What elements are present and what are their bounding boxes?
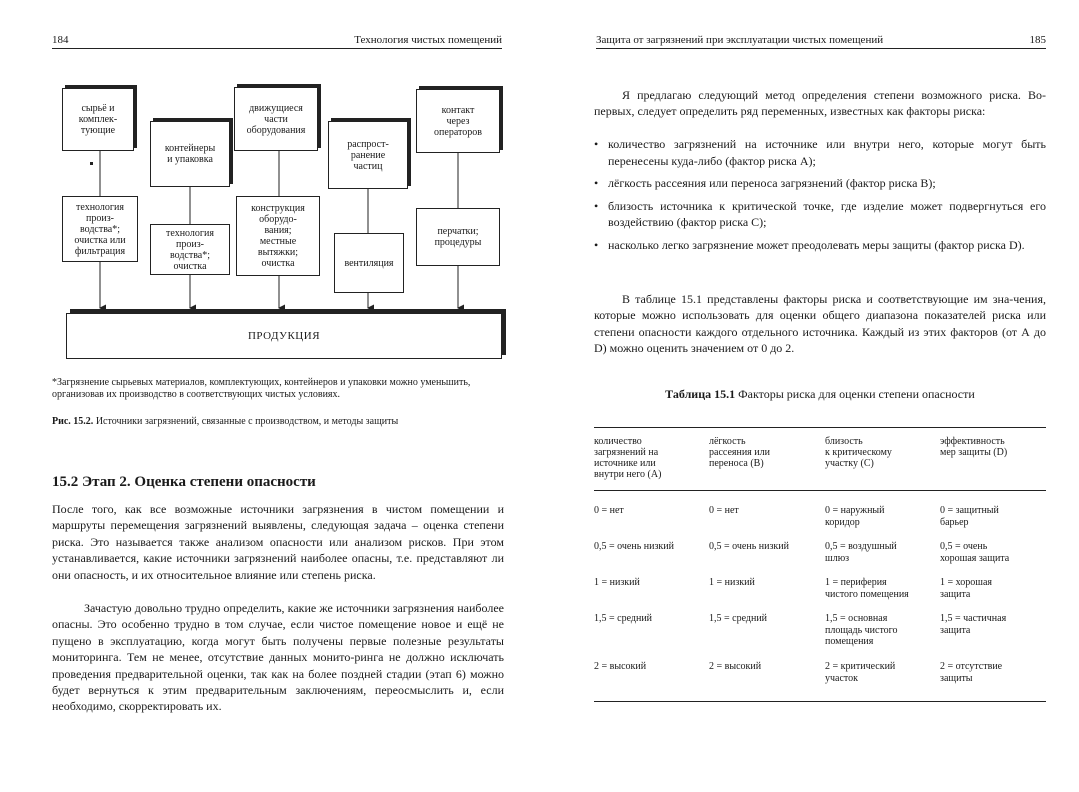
table-cell: 1,5 = частичная защита (940, 613, 1007, 636)
contamination-sources-diagram (0, 0, 540, 380)
risk-factor-list (594, 136, 1046, 259)
table-cell: 2 = отсутствие защиты (940, 661, 1003, 684)
table-cell: 1 = низкий (709, 577, 755, 588)
table-cell: 0,5 = очень низкий (594, 541, 674, 552)
table-cell: 0 = наружный коридор (825, 505, 885, 528)
paragraph-1: После того, как все возможные источники загрязнения в чистом помещении и маршруты перемещения загрязнений выявлены, следующая задача – оценка степени риска. Это называется также анализом опасности или анализом рисков. При этом устанавливается, какие источники загрязнений наиболее опасны, т.е. представляют ли они опасность, и их относительное влияние или степень риска. (52, 502, 504, 582)
table-cell: 2 = высокий (594, 661, 647, 672)
table-row (594, 577, 1046, 611)
method-equipment: конструкция оборудо- вания; местные вытяжки; очистка (236, 196, 320, 276)
table-header-cell: эффективность мер защиты (D) (940, 436, 1008, 458)
table-cell: 0 = защитный барьер (940, 505, 999, 528)
list-item: • насколько легко загрязнение может преодолевать меры защиты (фактор риска D). (594, 237, 1046, 254)
method-containers: технология произ- водства*; очистка (150, 224, 230, 275)
paragraph-2: Зачастую довольно трудно определить, какие же источники загрязнения наиболее опасны. Это особенно трудно в том случае, если чистое помещение новое и ещё не пущено в эксплуатацию, когда могут быть получены первые полезные результаты мониторинга. Тем не менее, отсутствие данных монито-ринга не должно исключать проведения предварительной оценки, так как на более поздней стадии (этап 6) можно будет вернуться к этим предварительным заключениям, переосмыслить и, если необходимо, скорректировать их. (52, 601, 504, 714)
table-cell: 2 = высокий (709, 661, 762, 672)
running-title-left: Технология чистых помещений (354, 34, 502, 46)
product-box: ПРОДУКЦИЯ (66, 313, 502, 359)
table-label: Таблица 15.1 (665, 387, 736, 401)
figure-footnote: *Загрязнение сырьевых материалов, комплектующих, контейнеров и упаковки можно уменьшить, организовав их производство в соответствующих чистых условиях. (52, 377, 471, 400)
figure-caption-label: Рис. 15.2. (52, 416, 94, 427)
table-cell: 1 = периферия чистого помещения (825, 577, 909, 600)
table-row (594, 613, 1046, 659)
figure-caption (52, 416, 504, 428)
source-moving-parts: движущиеся части оборудования (234, 87, 318, 151)
list-item: • лёгкость рассеяния или переноса загрязнений (фактор риска В); (594, 175, 1046, 192)
source-operators: контакт через операторов (416, 89, 500, 153)
running-head-right (596, 34, 1046, 49)
table-row (594, 661, 1046, 695)
table-row (594, 541, 1046, 575)
table-cell: 0,5 = воздушный шлюз (825, 541, 897, 564)
source-raw-materials: сырьё и комплек- тующие (62, 88, 134, 151)
table-cell: 0 = нет (594, 505, 624, 516)
running-title-right: Защита от загрязнений при эксплуатации чистых помещений (596, 34, 884, 46)
table-title-text: Факторы риска для оценки степени опасности (738, 387, 975, 401)
table-cell: 0,5 = очень низкий (709, 541, 789, 552)
table-header-row (594, 428, 1046, 491)
list-item: • близость источника к критической точке, где изделие может подвергнуться его воздействию (фактор риска С); (594, 198, 1046, 231)
table-cell: 1 = низкий (594, 577, 640, 588)
method-operators: перчатки; процедуры (416, 208, 500, 266)
table-cell: 1 = хорошая защита (940, 577, 992, 600)
table-header-cell: близость к критическому участку (С) (825, 436, 892, 469)
table-body (594, 491, 1046, 701)
table-cell: 1,5 = средний (594, 613, 653, 624)
table-cell: 0 = нет (709, 505, 739, 516)
method-ventilation: вентиляция (334, 233, 404, 293)
table-header-cell: количество загрязнений на источнике или внутри него (А) (594, 436, 662, 480)
intro-paragraph: Я предлагаю следующий метод определения степени возможного риска. Во-первых, следует определить ряд переменных, известных как факторы риска: (594, 88, 1046, 119)
table-cell: 1,5 = средний (709, 613, 768, 624)
table-title (594, 387, 1046, 402)
table-cell: 2 = критический участок (825, 661, 896, 684)
method-raw-materials: технология произ- водства*; очистка или фильтрация (62, 196, 138, 262)
list-item: • количество загрязнений на источнике или внутри него, которые могут быть перенесены куда-либо (фактор риска А); (594, 136, 1046, 169)
table-row (594, 505, 1046, 539)
source-particle-spread: распрост- ранение частиц (328, 121, 408, 189)
page-number-left: 184 (52, 34, 69, 46)
page-number-right: 185 (1029, 34, 1046, 46)
table-cell: 1,5 = основная площадь чистого помещения (825, 613, 898, 647)
table-intro-paragraph: В таблице 15.1 представлены факторы риска и соответствующие им зна-чения, которые можно использовать для оценки общего диапазона показателей риска или степени опасности каждого отдельного источника. Каждый из этих факторов (от А до D) можно оценить значением от 0 до 2. (594, 292, 1046, 356)
figure-caption-text: Источники загрязнений, связанные с производством, и методы защиты (95, 416, 399, 427)
table-cell: 0,5 = очень хорошая защита (940, 541, 1010, 564)
risk-factors-table (594, 427, 1046, 702)
table-header-cell: лёгкость рассеяния или переноса (В) (709, 436, 770, 469)
source-containers: контейнеры и упаковка (150, 121, 230, 187)
section-title: 15.2 Этап 2. Оценка степени опасности (52, 474, 316, 490)
